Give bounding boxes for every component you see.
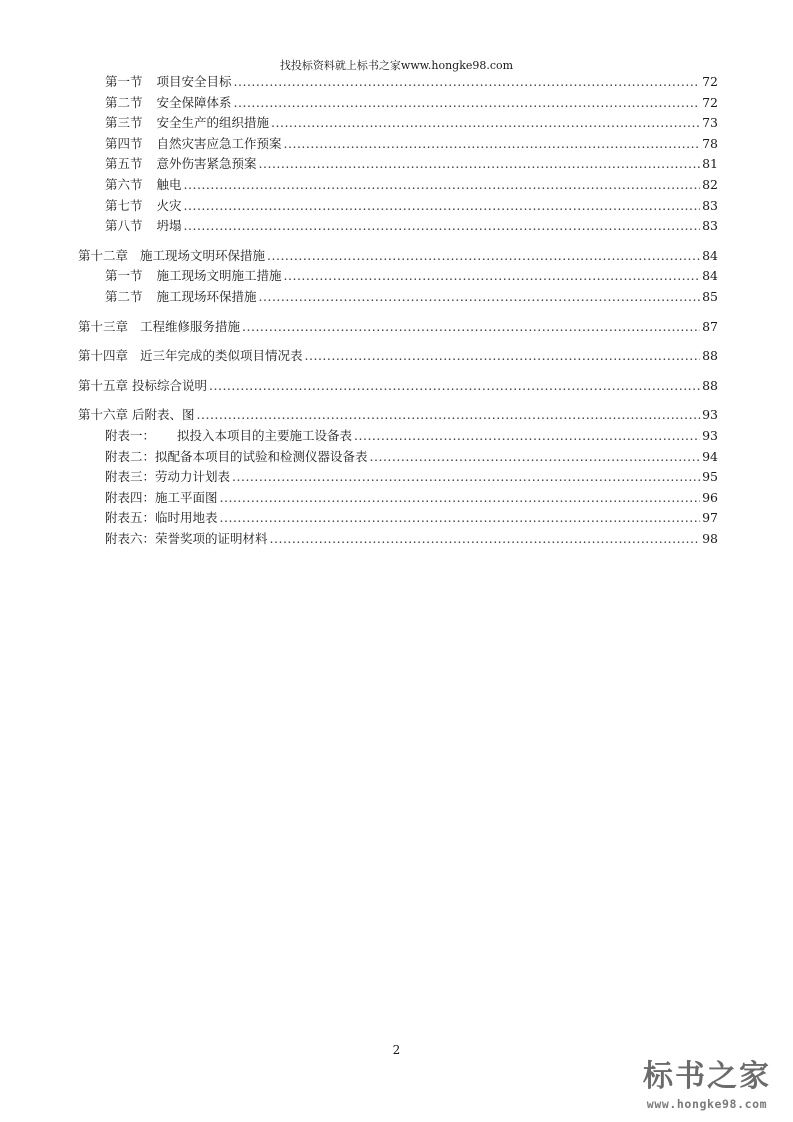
toc-entry-page: 84 [702, 268, 718, 284]
toc-entry-page: 98 [702, 530, 718, 546]
toc-leader-dots [284, 266, 700, 287]
toc-entry-page: 72 [702, 94, 718, 110]
toc-leader-dots [209, 376, 700, 397]
toc-section-entry [78, 196, 718, 217]
toc-leader-dots [259, 154, 700, 175]
page-number: 2 [392, 1043, 401, 1057]
toc-entry-page: 94 [702, 448, 718, 464]
toc-leader-dots [184, 196, 700, 217]
toc-entry-title: 临时用地表 [155, 510, 218, 526]
table-of-contents [78, 72, 718, 549]
toc-entry-title: 施工现场文明环保措施 [140, 247, 266, 263]
toc-entry-page: 88 [702, 348, 718, 364]
toc-chapter-entry [78, 246, 718, 267]
toc-leader-dots [284, 134, 700, 155]
toc-entry-page: 85 [702, 288, 718, 304]
toc-entry-number: 附表五： [105, 510, 156, 526]
toc-entry-title: 拟投入本项目的主要施工设备表 [177, 427, 353, 443]
toc-entry-title: 坍塌 [156, 218, 182, 234]
toc-entry-number: 第二节 [105, 288, 143, 304]
toc-entry-title: 工程维修服务措施 [140, 318, 241, 334]
toc-entry-number: 第一节 [105, 74, 143, 89]
watermark-url: www.hongke98.com [646, 1097, 768, 1111]
toc-leader-dots [234, 72, 700, 93]
toc-leader-dots [197, 405, 700, 426]
toc-leader-dots [267, 246, 700, 267]
toc-entry-page: 95 [702, 469, 718, 485]
toc-entry-number: 第五节 [105, 156, 143, 172]
toc-entry-title: 施工现场文明施工措施 [156, 268, 282, 284]
toc-section-entry [78, 134, 718, 155]
toc-section-entry [78, 113, 718, 134]
toc-entry-number: 第一节 [105, 268, 143, 284]
brand-watermark [628, 1058, 786, 1112]
toc-entry-title: 施工现场环保措施 [156, 288, 257, 304]
toc-entry-title: 项目安全目标 [156, 74, 232, 89]
toc-section-entry [78, 154, 718, 175]
toc-entry-page: 84 [702, 247, 718, 263]
toc-entry-number: 第十五章 [78, 377, 129, 393]
toc-section-entry [78, 508, 718, 529]
toc-entry-number: 第四节 [105, 135, 143, 151]
toc-entry-page: 82 [702, 176, 718, 192]
toc-entry-title: 拟配备本项目的试验和检测仪器设备表 [155, 448, 368, 464]
toc-chapter-entry [78, 346, 718, 367]
toc-section-entry [78, 72, 718, 93]
toc-entry-number: 附表二： [105, 448, 156, 464]
toc-entry-title: 荣誉奖项的证明材料 [155, 530, 268, 546]
toc-entry-title: 投标综合说明 [132, 377, 208, 393]
toc-entry-page: 87 [702, 318, 718, 334]
toc-entry-page: 73 [702, 115, 718, 131]
toc-leader-dots [184, 175, 700, 196]
toc-chapter-entry [78, 376, 718, 397]
toc-entry-number: 第二节 [105, 94, 143, 110]
toc-leader-dots [370, 447, 700, 468]
toc-section-entry [78, 447, 718, 468]
toc-entry-page: 93 [702, 407, 718, 423]
toc-entry-number: 附表四： [105, 489, 156, 505]
toc-leader-dots [220, 488, 700, 509]
toc-section-entry [78, 529, 718, 550]
toc-entry-title: 火灾 [156, 197, 182, 213]
toc-leader-dots [234, 93, 700, 114]
toc-entry-page: 72 [702, 74, 718, 89]
toc-entry-number: 附表六： [105, 530, 156, 546]
toc-entry-number: 第三节 [105, 115, 143, 131]
toc-chapter-entry [78, 317, 718, 338]
toc-entry-number: 第七节 [105, 197, 143, 213]
toc-entry-title: 自然灾害应急工作预案 [156, 135, 282, 151]
toc-section-entry [78, 287, 718, 308]
toc-entry-number: 第十六章 [78, 407, 129, 423]
toc-entry-page: 88 [702, 377, 718, 393]
toc-entry-number: 第八节 [105, 218, 143, 234]
toc-section-entry [78, 175, 718, 196]
toc-leader-dots [220, 508, 700, 529]
toc-entry-number: 附表一： [105, 427, 156, 443]
page-header: 找投标资料就上标书之家www.hongke98.com [279, 59, 514, 72]
toc-leader-dots [259, 287, 700, 308]
toc-entry-page: 81 [702, 156, 718, 172]
toc-entry-page: 97 [702, 510, 718, 526]
toc-entry-title: 近三年完成的类似项目情况表 [140, 348, 303, 364]
toc-leader-dots [184, 216, 700, 237]
toc-entry-number: 第六节 [105, 176, 143, 192]
toc-entry-title: 意外伤害紧急预案 [156, 156, 257, 172]
toc-section-entry [78, 426, 718, 447]
watermark-brand: 标书之家 [643, 1059, 771, 1094]
toc-leader-dots [354, 426, 700, 447]
toc-entry-number: 第十三章 [78, 318, 129, 334]
toc-section-entry [78, 216, 718, 237]
toc-entry-title: 触电 [156, 176, 182, 192]
toc-entry-number: 第十四章 [78, 348, 129, 364]
toc-leader-dots [270, 529, 700, 550]
toc-entry-number: 第十二章 [78, 247, 129, 263]
toc-entry-title: 后附表、图 [132, 407, 195, 423]
toc-entry-number: 附表三： [105, 469, 156, 485]
toc-entry-page: 78 [702, 135, 718, 151]
toc-section-entry [78, 93, 718, 114]
toc-leader-dots [305, 346, 700, 367]
toc-entry-title: 安全生产的组织措施 [156, 115, 270, 131]
toc-entry-page: 93 [702, 427, 718, 443]
toc-entry-title: 劳动力计划表 [155, 469, 231, 485]
toc-leader-dots [242, 317, 700, 338]
toc-entry-page: 83 [702, 218, 718, 234]
toc-leader-dots [271, 113, 700, 134]
toc-entry-title: 安全保障体系 [156, 94, 232, 110]
toc-chapter-entry [78, 405, 718, 426]
toc-section-entry [78, 266, 718, 287]
toc-section-entry [78, 488, 718, 509]
toc-entry-title: 施工平面图 [155, 489, 218, 505]
toc-leader-dots [232, 467, 700, 488]
toc-section-entry [78, 467, 718, 488]
toc-entry-page: 83 [702, 197, 718, 213]
toc-entry-page: 96 [702, 489, 718, 505]
